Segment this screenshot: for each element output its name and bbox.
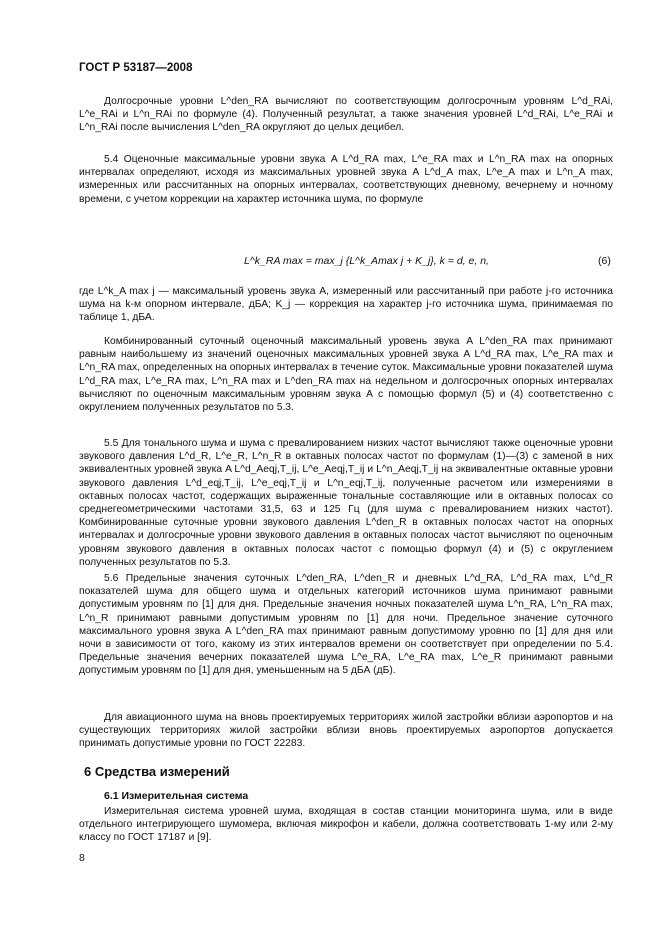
formula-6: L^k_RA max = max_j {L^k_Amax j + K_j}, k = d, e, n, (244, 255, 489, 267)
subsection-text: Измерительная система уровней шума, входящая в состав станции мониторинга шума, или в виде отдельного интегрирующего шумомера, включая микрофон и кабели, должна соответствовать 1-му или 2-му классу по ГОСТ 17187 и [9]. (79, 806, 613, 844)
paragraph-5-6: 5.6 Предельные значения суточных L^den_RA, L^den_R и дневных L^d_RA, L^d_RA max, L^d_R показателей шума для общего шума и отдельных категорий источников шума принимают равными допустимым уровням по [1] для дня. Предельные значения ночных показателей шума L^n_RA, L^n_RA max, L^n_R принимают равными допустимым уровням по [1] для ночи. Предельное значение суточного максимального уровня звука A L^den_RA max принимают равным допустимому уровню по [1] для дня или ночи в зависимости от того, какому из этих интервалов времени он соответствует при определении по 5.4. Предельные значения вечерних показателей шума L^e_RA, L^e_RA max, L^e_R принимают равными допустимым уровням по [1] для дня, уменьшенным на 5 дБА (дБ). (79, 573, 613, 677)
paragraph-long-term-levels: Долгосрочные уровни L^den_RA вычисляют по соответствующим долгосрочным уровням L^d_RAi, L^e_RAi и L^n_RAi по формуле (4). Полученный результат, а также значения уровней L^d_RAi, L^e_RAi и L^n_RAi после вычисления L^den_RA округляют до целых децибел. (79, 96, 613, 134)
section-title: 6 Средства измерений (84, 764, 230, 779)
paragraph-5-5: 5.5 Для тонального шума и шума с превалированием низких частот вычисляют также оценочные уровни звукового давления L^d_R, L^e_R, L^n_R в октавных полосах частот по формулам (1)—(3) с заменой в них эквивалентных уровней звука A L^d_Aeqj,T_ij, L^e_Aeqj,T_ij и L^n_Aeqj,T_ij на эквивалентные октавные уровни звукового давления L^d_eqj,T_ij, L^e_eqj,T_ij и L^n_eqj,T_ij, полученные расчетом или измерениями в октавных полосах частот, содержащих выраженные тональные составляющие или в октавных полосах со среднегеометрическими частотами 31,5, 63 и 125 Гц (для шума с превалированием низких частот). Комбинированные суточные уровни звукового давления L^den_R в октавных полосах частот на опорных интервалах и долгосрочные уровни звукового давления в октавных полосах частот вычисляют по оценочным уровням звукового давления в октавных полосах частот с помощью формул (4) и (5) с округлением полученных результатов по 5.3. (79, 438, 613, 568)
paragraph-5-4: 5.4 Оценочные максимальные уровни звука A L^d_RA max, L^e_RA max и L^n_RA max на опорных интервалах определяют, исходя из максимальных уровней звука A L^d_A max, L^e_A max и L^n_A max, измеренных или рассчитанных на опорных интервалах, соответствующих дневному, вечернему и ночному времени, с учетом коррекции на характер источника шума, по формуле (79, 154, 613, 205)
paragraph-combined-max: Комбинированный суточный оценочный максимальный уровень звука A L^den_RA max принимают равным наибольшему из значений оценочных максимальных уровней звука A L^d_RA max, L^e_RA max и L^n_RA max, определенных на опорных интервалах в течение суток. Максимальные уровни показателей шума L^d_RA max, L^e_RA max, L^n_RA max и L^den_RA max на недельном и долгосрочных опорных интервалах вычисляют по оценочным максимальным уровням звука А с помощью формул (5) и (4) соответственно с округлением полученных результатов по 5.3. (79, 336, 613, 414)
page-number: 8 (79, 852, 85, 864)
subsection-title: 6.1 Измерительная система (104, 790, 249, 802)
paragraph-where: где L^k_A max j — максимальный уровень звука А, измеренный или рассчитанный при работе j-го источника шума на k-м опорном интервале, дБА; K_j — коррекция на характер j-го источника шума, принимаемая по таблице 1, дБА. (79, 286, 613, 324)
document-header: ГОСТ Р 53187—2008 (79, 62, 193, 74)
paragraph-aviation: Для авиационного шума на вновь проектируемых территориях жилой застройки вблизи аэропортов и на существующих территориях жилой застройки вблизи вновь проектируемых аэропортов допускается принимать допустимые уровни по ГОСТ 22283. (79, 712, 613, 750)
formula-number: (6) (598, 255, 611, 267)
